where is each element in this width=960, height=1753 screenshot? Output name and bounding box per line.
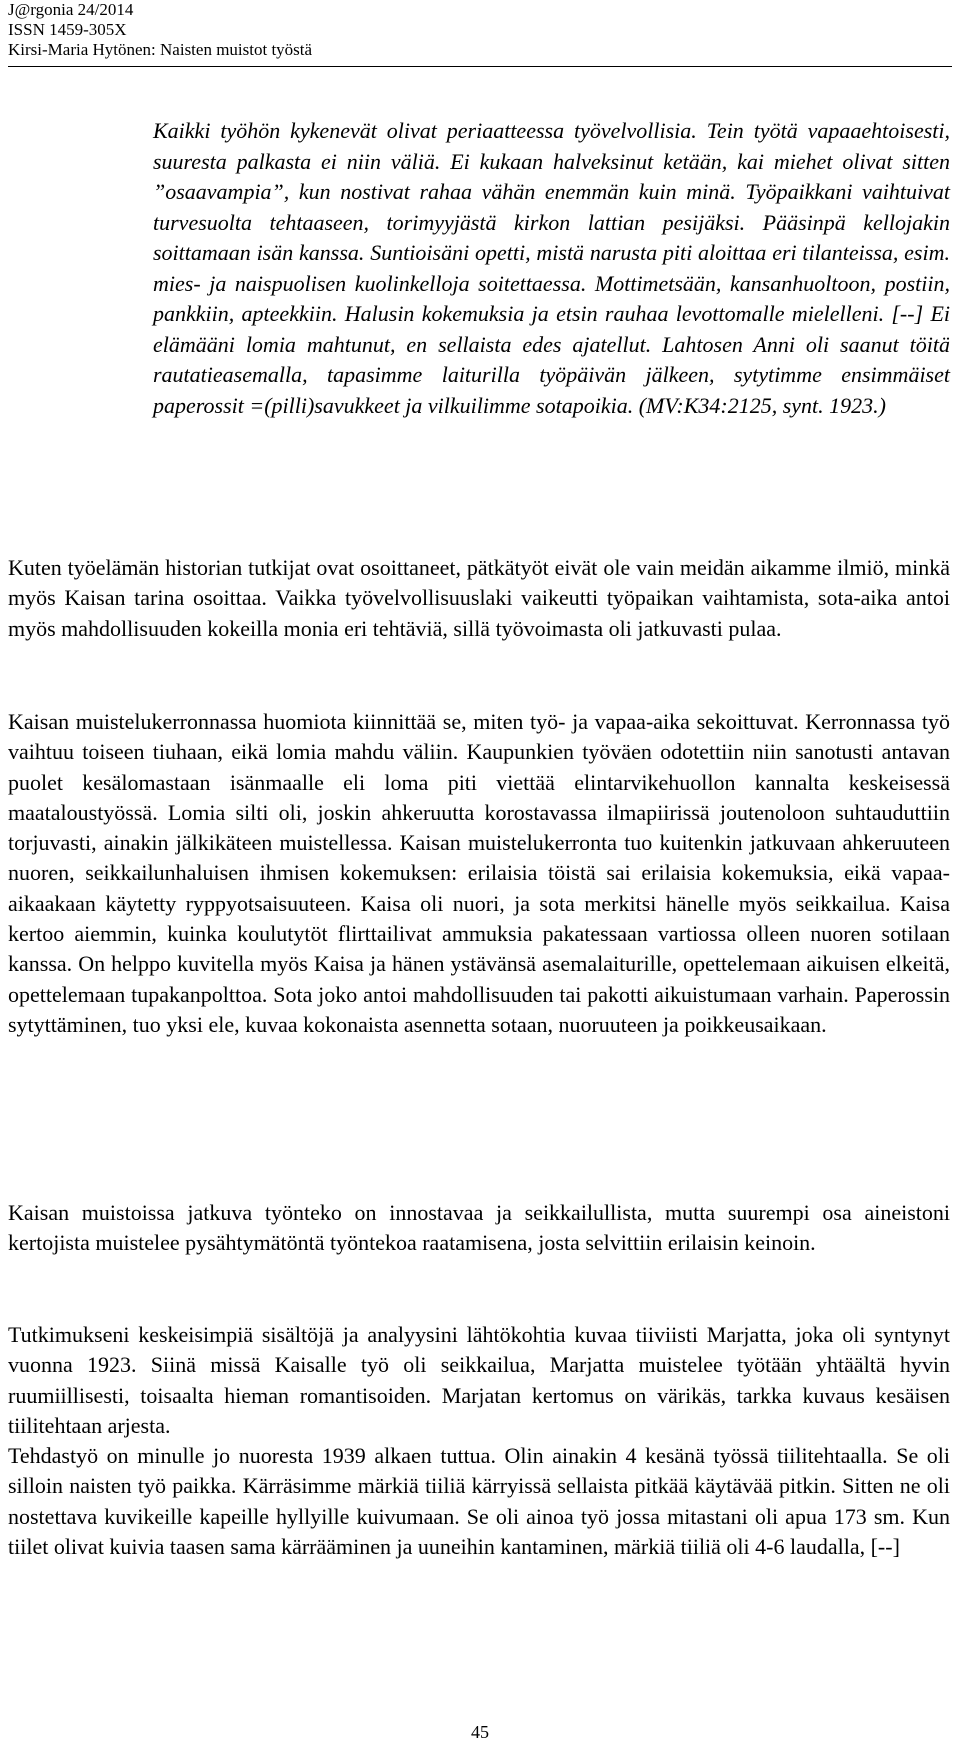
block-quote-kaisa: Kaikki työhön kykenevät olivat periaatteessa työvelvollisia. Tein työtä vapaaehtoisesti, suuresta palkasta ei niin väliä. Ei kukaan halveksinut ketään, kai miehet olivat sitten ”osaavampia”, kun nostivat rahaa vähän enemmän kuin minä. Työpaikkani vaihtuivat turvesuolta tehtaaseen, torimyyjästä kirkon lattian pesijäksi. Pääsinpä kellojakin soittamaan isän kanssa. Suntioisäni opetti, mistä narusta piti aloittaa eri tilanteissa, esim. mies- ja naispuolisen kuolinkelloja soitettaessa. Mottimetsään, kansanhuoltoon, postiin, pankkiin, apteekkiin. Halusin kokemuksia ja etsin rauhaa levottomalle mielelleni. [--] Ei elämääni lomia mahtunut, en sellaista edes ajatellut. Lahtosen Anni oli saanut töitä rautatieasemalla, tapasimme laiturilla työpäivän jälkeen, sytytimme ensimmäiset paperossit =(pilli)savukkeet ja vilkuilimme sotapoikia. (MV:K34:2125, synt. 1923.)	[153, 118, 950, 418]
header-divider	[8, 66, 952, 67]
body-paragraph-2: Kaisan muistelukerronnassa huomiota kiinnittää se, miten työ- ja vapaa-aika sekoittuvat. Kerronnassa työ vaihtuu toiseen tiuhaan, eikä lomia mahdu väliin. Kaupunkien työväen odotettiin niin sanotusti antavan puolet kesälomastaan isänmaalle eli loma piti viettää elintarvikehuollon kannalta keskeisessä maataloustyössä. Lomia silti oli, joskin ahkeruutta korostavassa ilmapiirissä joutenoloon suhtauduttiin torjuvasti, ainakin jälkikäteen muistellessa. Kaisan muistelukerronta tuo kuitenkin jatkuvaan ahkeruuteen nuoren, seikkailunhaluisen ihmisen kokemuksen: erilaisia töistä sai erilaisia kokemuksia, eikä vapaa-aikaakaan käytetty ryppyotsaisuuteen. Kaisa oli nuori, ja sota merkitsi hänelle myös seikkailua. Kaisa kertoo aiemmin, kuinka koulutytöt flirttailivat ammuksia pakatessaan vartiossa olleen nuoren sotilaan kanssa. On helppo kuvitella myös Kaisa ja hänen ystävänsä asemalaiturille, opettelemaan aikuisen elkeitä, opettelemaan tupakanpolttoa. Sota joko antoi mahdollisuuden tai pakotti aikuistumaan varhain. Paperossin sytyttäminen, tuo yksi ele, kuvaa kokonaista asennetta sotaan, nuoruuteen ja poikkeusaikaan.	[8, 709, 950, 1037]
running-title: Kirsi-Maria Hytönen: Naisten muistot työstä	[8, 40, 313, 59]
body-paragraph-4: Tutkimukseni keskeisimpiä sisältöjä ja analyysini lähtökohtia kuvaa tiiviisti Marjatta, joka oli syntynyt vuonna 1923. Siinä missä Kaisalle työ oli seikkailua, Marjatta muistelee työtään yhtäältä hyvin ruumiillisesti, toisaalta hieman romantisoiden. Marjatan kertomus on värikäs, tarkka kuvaus kesäisen tiilitehtaan arjesta.	[8, 1322, 950, 1438]
issn: ISSN 1459-305X	[8, 20, 127, 39]
journal-name: J@rgonia 24/2014	[8, 0, 134, 19]
body-paragraph-5: Tehdastyö on minulle jo nuoresta 1939 alkaen tuttua. Olin ainakin 4 kesänä työssä tiilitehtaalla. Se oli silloin naisten työ paikka. Kärräsimme märkiä tiiliä kärryissä sellaista pitkää käytävää pitkin. Sitten ne oli nostettava kuvikeille kapeille hyllyille kuivumaan. Se oli ainoa työ jossa mitastani oli apua 173 sm. Kun tiilet olivat kuivia taasen sama kärrääminen ja uuneihin kantaminen, märkiä tiiliä oli 4-6 laudalla, [--]	[8, 1443, 950, 1559]
page-header	[8, 0, 952, 60]
page-number: 45	[471, 1722, 489, 1742]
body-paragraph-1: Kuten työelämän historian tutkijat ovat osoittaneet, pätkätyöt eivät ole vain meidän aikamme ilmiö, minkä myös Kaisan tarina osoittaa. Vaikka työvelvollisuuslaki vaikeutti työpaikan vaihtamista, sota-aika antoi myös mahdollisuuden kokeilla monia eri tehtäviä, sillä työvoimasta oli jatkuvasti pulaa.	[8, 555, 950, 641]
body-paragraph-3: Kaisan muistoissa jatkuva työnteko on innostavaa ja seikkailullista, mutta suurempi osa aineistoni kertojista muistelee pysähtymätöntä työntekoa raatamisena, josta selvittiin erilaisin keinoin.	[8, 1200, 950, 1256]
